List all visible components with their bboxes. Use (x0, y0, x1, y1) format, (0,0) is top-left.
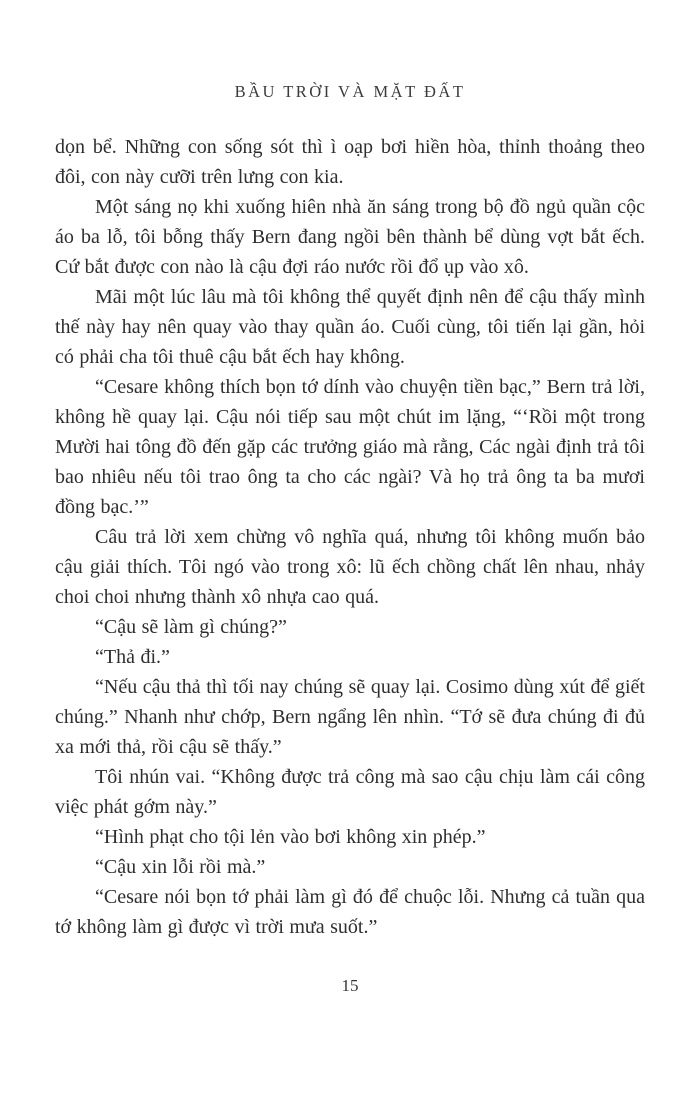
running-header: BẦU TRỜI VÀ MẶT ĐẤT (234, 82, 466, 101)
paragraph: “Cậu xin lỗi rồi mà.” (95, 856, 266, 878)
paragraph: “Cesare nói bọn tớ phải làm gì đó để chuộc lỗi. Nhưng cả tuần qua tớ không làm gì được vì trời mưa suốt.” (55, 886, 645, 938)
page-body (55, 132, 645, 942)
paragraph: “Cậu sẽ làm gì chúng?” (95, 616, 287, 638)
paragraph: “Nếu cậu thả thì tối nay chúng sẽ quay lại. Cosimo dùng xút để giết chúng.” Nhanh như chớp, Bern ngẩng lên nhìn. “Tớ sẽ đưa chúng đi đủ xa mới thả, rồi cậu sẽ thấy.” (55, 676, 645, 758)
paragraph: dọn bể. Những con sống sót thì ì oạp bơi hiền hòa, thỉnh thoảng theo đôi, con này cưỡi trên lưng con kia. (55, 136, 645, 188)
paragraph: “Thả đi.” (95, 646, 170, 668)
paragraph: “Cesare không thích bọn tớ dính vào chuyện tiền bạc,” Bern trả lời, không hề quay lại. Cậu nói tiếp sau một chút im lặng, “‘Rồi một trong Mười hai tông đồ đến gặp các trưởng giáo mà rằng, Các ngài định trả tôi bao nhiêu nếu tôi trao ông ta cho các ngài? Và họ trả ông ta ba mươi đồng bạc.’” (55, 376, 645, 518)
paragraph: Mãi một lúc lâu mà tôi không thể quyết định nên để cậu thấy mình thế này hay nên quay vào thay quần áo. Cuối cùng, tôi tiến lại gần, hỏi có phải cha tôi thuê cậu bắt ếch hay không. (55, 286, 645, 368)
paragraph: Một sáng nọ khi xuống hiên nhà ăn sáng trong bộ đồ ngủ quần cộc áo ba lỗ, tôi bỗng thấy Bern đang ngồi bên thành bể dùng vợt bắt ếch. Cứ bắt được con nào là cậu đợi ráo nước rồi đổ ụp vào xô. (55, 196, 645, 278)
paragraph: Câu trả lời xem chừng vô nghĩa quá, nhưng tôi không muốn bảo cậu giải thích. Tôi ngó vào trong xô: lũ ếch chồng chất lên nhau, nhảy choi choi nhưng thành xô nhựa cao quá. (55, 526, 645, 608)
page-number: 15 (341, 976, 359, 995)
paragraph: Tôi nhún vai. “Không được trả công mà sao cậu chịu làm cái công việc phát gớm này.” (55, 766, 645, 818)
paragraph: “Hình phạt cho tội lẻn vào bơi không xin phép.” (95, 826, 486, 848)
